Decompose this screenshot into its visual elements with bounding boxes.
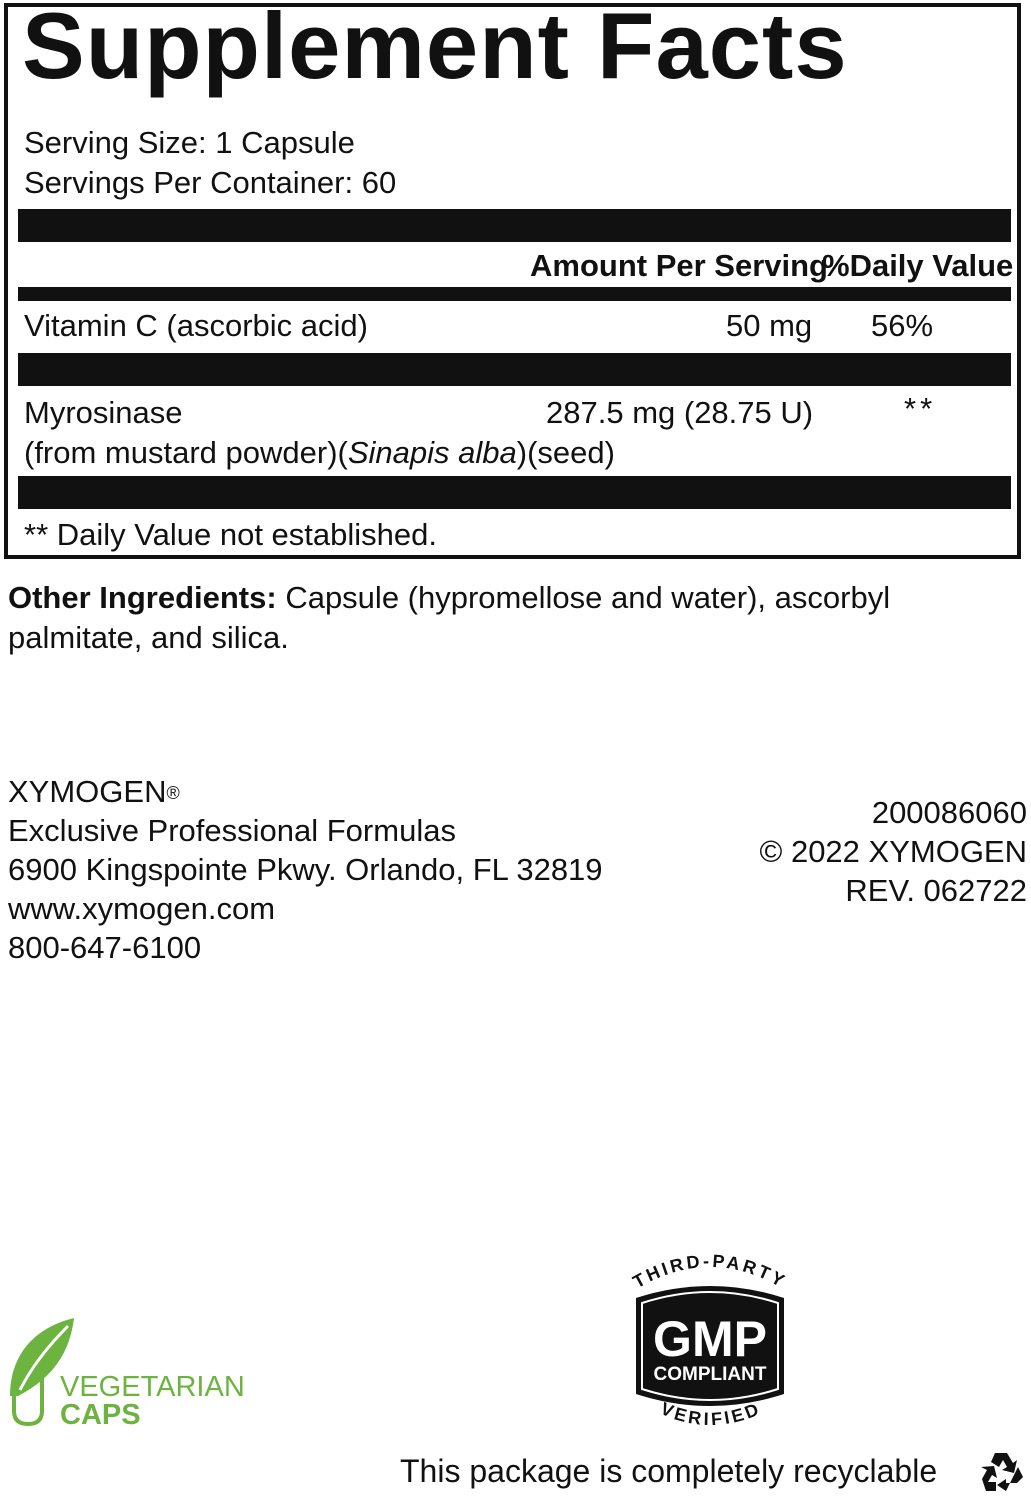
caps-text: CAPS: [60, 1399, 141, 1431]
recycle-icon: [978, 1449, 1024, 1495]
company-info: [8, 772, 603, 967]
company-name-text: XYMOGEN: [8, 774, 167, 809]
gmp-main-text: GMP: [653, 1311, 767, 1367]
footnote: ** Daily Value not established.: [24, 517, 438, 552]
recyclable-note: This package is completely recyclable: [400, 1453, 938, 1489]
servings-per-container: Servings Per Container: 60: [24, 165, 397, 200]
gmp-bottom-text: VERIFIED: [657, 1398, 765, 1430]
company-website: www.xymogen.com: [8, 891, 276, 926]
header-daily-value: %Daily Value: [822, 248, 1014, 283]
gmp-top-text: THIRD-PARTY: [629, 1252, 791, 1293]
ingredient-name: Myrosinase: [24, 395, 183, 430]
other-ingredients: [8, 578, 968, 658]
ingredient-name: Vitamin C (ascorbic acid): [24, 308, 368, 343]
thick-divider: [18, 353, 1011, 386]
product-codes: [760, 793, 1028, 910]
ingredient-amount: 287.5 mg (28.75 U): [546, 395, 814, 430]
ingredient-daily-value: **: [904, 391, 937, 426]
ingredient-source: [24, 437, 615, 468]
source-species: Sinapis alba: [347, 435, 517, 470]
supplement-facts-panel: [4, 0, 1021, 559]
source-prefix: (from mustard powder)(: [24, 435, 348, 470]
medium-divider: [18, 287, 1011, 301]
ingredient-amount: 50 mg: [726, 308, 813, 343]
item-number: 200086060: [871, 795, 1027, 830]
company-address: 6900 Kingspointe Pkwy. Orlando, FL 32819: [8, 852, 603, 887]
other-ingredients-text: Capsule (hypromellose and water), ascorbyl palmitate, and silica.: [8, 580, 891, 655]
thick-divider: [18, 209, 1011, 242]
revision: REV. 062722: [845, 873, 1027, 908]
vegetarian-caps-badge: [8, 1316, 248, 1431]
panel-title: Supplement Facts: [22, 0, 848, 98]
vegetarian-text: VEGETARIAN: [60, 1371, 245, 1403]
header-amount-per-serving: Amount Per Serving: [530, 248, 828, 283]
company-name: [8, 772, 603, 811]
company-tagline: Exclusive Professional Formulas: [8, 813, 456, 848]
serving-size: Serving Size: 1 Capsule: [24, 125, 355, 160]
copyright: © 2022 XYMOGEN: [759, 834, 1027, 869]
registered-mark: ®: [166, 783, 180, 803]
other-ingredients-label: Other Ingredients:: [8, 580, 277, 615]
source-suffix: )(seed): [516, 435, 615, 470]
gmp-sub-text: COMPLIANT: [653, 1364, 767, 1385]
gmp-compliant-badge: [622, 1252, 798, 1432]
company-phone: 800-647-6100: [8, 930, 202, 965]
ingredient-daily-value: 56%: [871, 308, 934, 343]
thick-divider: [18, 476, 1011, 509]
